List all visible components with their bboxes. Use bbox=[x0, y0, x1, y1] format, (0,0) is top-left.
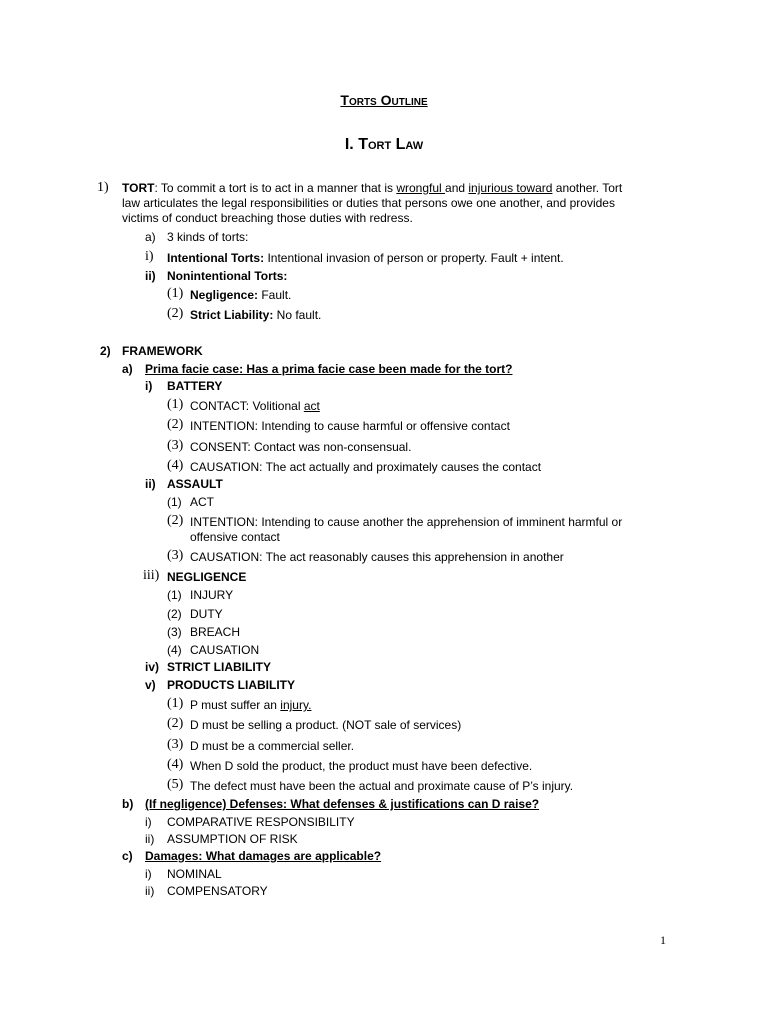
text: and bbox=[445, 181, 469, 195]
assault-element: ACT bbox=[190, 495, 214, 509]
item-number: (1) bbox=[167, 495, 182, 509]
text: CONTACT: Volitional bbox=[190, 399, 304, 413]
item-number: i) bbox=[145, 379, 153, 393]
section-heading-text: I. Tort Law bbox=[344, 136, 424, 153]
battery-element: CONSENT: Contact was non-consensual. bbox=[190, 440, 412, 454]
damages-heading: Damages: What damages are applicable? bbox=[145, 849, 382, 863]
defenses-heading: (If negligence) Defenses: What defenses & justifications can D raise? bbox=[145, 797, 540, 811]
text: : To commit a tort is to act in a manner that is bbox=[154, 181, 397, 195]
battery-element: INTENTION: Intending to cause harmful or offensive contact bbox=[190, 419, 510, 433]
item-number: ii) bbox=[145, 269, 156, 283]
products-element: D must be selling a product. (NOT sale of services) bbox=[190, 718, 462, 732]
negligence-kind bbox=[190, 287, 291, 303]
strict-liability-kind bbox=[190, 307, 321, 323]
item-number: (3) bbox=[167, 548, 184, 563]
document-title-text: Torts Outline bbox=[340, 92, 428, 108]
item-number: (1) bbox=[167, 696, 184, 711]
defense-item: COMPARATIVE RESPONSIBILITY bbox=[167, 815, 355, 829]
term: Nonintentional Torts: bbox=[167, 269, 288, 283]
item-number: i) bbox=[145, 815, 152, 829]
assault-element: INTENTION: Intending to cause another the apprehension of imminent harmful or bbox=[190, 515, 623, 529]
products-element: The defect must have been the actual and proximate cause of P’s injury. bbox=[190, 779, 574, 793]
item-number: (1) bbox=[167, 286, 184, 301]
text: Intentional invasion of person or property. Fault + intent. bbox=[264, 251, 564, 265]
products-element bbox=[190, 697, 311, 713]
defense-item: ASSUMPTION OF RISK bbox=[167, 832, 298, 846]
battery-heading: BATTERY bbox=[167, 379, 223, 393]
underlined-text: injury. bbox=[280, 698, 312, 712]
negligence-element: CAUSATION bbox=[190, 643, 260, 657]
item-number: (4) bbox=[167, 643, 182, 657]
item-number: (3) bbox=[167, 737, 184, 752]
term: TORT bbox=[122, 181, 155, 195]
products-element: When D sold the product, the product must have been defective. bbox=[190, 759, 533, 773]
item-number: 1) bbox=[97, 180, 109, 195]
tort-definition-line-2: law articulates the legal responsibilities or duties that persons owe one another, and provides bbox=[122, 196, 615, 210]
underlined-text: injurious toward bbox=[468, 181, 553, 195]
item-number: i) bbox=[145, 249, 154, 264]
text: another. Tort bbox=[552, 181, 623, 195]
item-number: iv) bbox=[145, 660, 160, 674]
tort-definition-line-3: victims of conduct breaching those duties with redress. bbox=[122, 211, 413, 225]
item-number: a) bbox=[122, 362, 133, 376]
page-number: 1 bbox=[660, 933, 666, 947]
item-number: 2) bbox=[100, 344, 111, 358]
negligence-element: BREACH bbox=[190, 625, 241, 639]
item-number: v) bbox=[145, 678, 156, 692]
item-number: (2) bbox=[167, 716, 184, 731]
item-number: (3) bbox=[167, 438, 184, 453]
item-number: (1) bbox=[167, 588, 182, 602]
item-number: ii) bbox=[145, 832, 155, 846]
item-number: (2) bbox=[167, 417, 184, 432]
nonintentional-torts bbox=[167, 268, 287, 284]
item-number: ii) bbox=[145, 884, 155, 898]
products-element: D must be a commercial seller. bbox=[190, 739, 355, 753]
products-liability-heading: PRODUCTS LIABILITY bbox=[167, 678, 295, 692]
item-number: i) bbox=[145, 867, 152, 881]
section-heading bbox=[0, 137, 768, 153]
assault-element-continued: offensive contact bbox=[190, 530, 280, 544]
item-number: (2) bbox=[167, 306, 184, 321]
strict-liability-heading: STRICT LIABILITY bbox=[167, 660, 271, 674]
prima-facie-heading: Prima facie case: Has a prima facie case been made for the tort? bbox=[145, 362, 513, 376]
kinds-of-torts: 3 kinds of torts: bbox=[167, 230, 249, 244]
intentional-torts bbox=[167, 250, 564, 266]
tort-definition-line-1 bbox=[122, 180, 622, 196]
item-number: (4) bbox=[167, 458, 184, 473]
text: No fault. bbox=[273, 308, 322, 322]
item-number: ii) bbox=[145, 477, 156, 491]
item-number: c) bbox=[122, 849, 133, 863]
negligence-element: INJURY bbox=[190, 588, 234, 602]
term: Negligence: bbox=[190, 288, 259, 302]
damages-item: NOMINAL bbox=[167, 867, 222, 881]
battery-element bbox=[190, 398, 320, 414]
item-number: (2) bbox=[167, 513, 184, 528]
underlined-text: act bbox=[303, 399, 320, 413]
item-number: (4) bbox=[167, 757, 184, 772]
damages-item: COMPENSATORY bbox=[167, 884, 268, 898]
item-number: iii) bbox=[143, 568, 160, 583]
term: Strict Liability: bbox=[190, 308, 274, 322]
item-number: a) bbox=[145, 230, 156, 244]
item-number: (3) bbox=[167, 625, 182, 639]
negligence-heading: NEGLIGENCE bbox=[167, 570, 247, 584]
item-number: b) bbox=[122, 797, 134, 811]
item-number: (5) bbox=[167, 777, 184, 792]
assault-heading: ASSAULT bbox=[167, 477, 223, 491]
text: P must suffer an bbox=[190, 698, 281, 712]
framework-heading: FRAMEWORK bbox=[122, 344, 203, 358]
assault-element: CAUSATION: The act reasonably causes this apprehension in another bbox=[190, 550, 564, 564]
item-number: (1) bbox=[167, 397, 184, 412]
term: Intentional Torts: bbox=[167, 251, 265, 265]
underlined-text: wrongful bbox=[396, 181, 446, 195]
text: Fault. bbox=[258, 288, 292, 302]
document-title bbox=[0, 92, 768, 108]
battery-element: CAUSATION: The act actually and proximately causes the contact bbox=[190, 460, 542, 474]
negligence-element: DUTY bbox=[190, 607, 223, 621]
item-number: (2) bbox=[167, 607, 182, 621]
